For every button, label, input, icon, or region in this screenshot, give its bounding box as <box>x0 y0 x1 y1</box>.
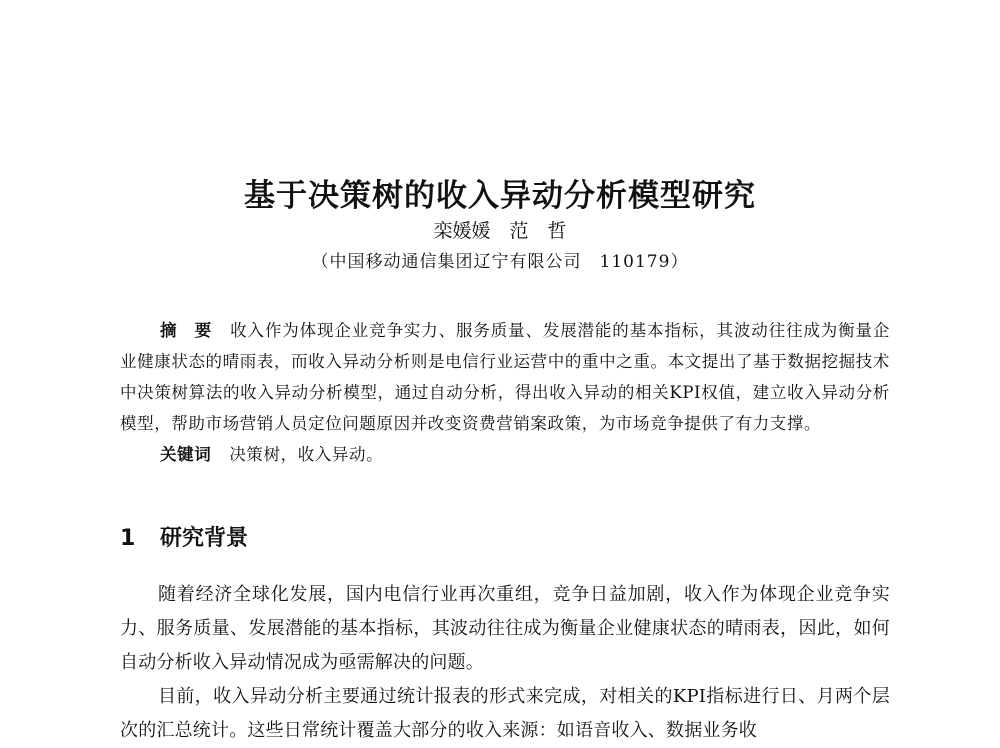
section-number: 1 <box>120 526 136 551</box>
abstract-block <box>120 315 890 470</box>
section-heading <box>120 521 248 552</box>
keywords-label: 关键词 <box>160 445 212 464</box>
paper-title: 基于决策树的收入异动分析模型研究 <box>244 178 756 214</box>
section-title: 研究背景 <box>160 526 249 551</box>
body-paragraph: 随着经济全球化发展，国内电信行业再次重组，竞争日益加剧，收入作为体现企业竞争实力、服务质量、发展潜能的基本指标，其波动往往成为衡量企业健康状态的晴雨表，因此，如何自动分析收入异动情况成为亟需解决的问题。 <box>120 584 890 673</box>
abstract-text: 收入作为体现企业竞争实力、服务质量、发展潜能的基本指标，其波动往往成为衡量企业健康状态的晴雨表，而收入异动分析则是电信行业运营中的重中之重。本文提出了基于数据挖掘技术中决策树算法的收入异动分析模型，通过自动分析，得出收入异动的相关KPI权值，建立收入异动分析模型，帮助市场营销人员定位问题原因并改变资费营销案政策，为市场竞争提供了有力支撑。 <box>120 321 890 433</box>
paper-affiliation: （中国移动通信集团辽宁有限公司 110179） <box>311 252 689 272</box>
paper-authors: 栾媛媛 范 哲 <box>433 220 567 242</box>
keywords-paragraph <box>120 439 890 470</box>
abstract-label: 摘 要 <box>160 321 213 340</box>
body-paragraph: 目前，收入异动分析主要通过统计报表的形式来完成，对相关的KPI指标进行日、月两个层次的汇总统计。这些日常统计覆盖大部分的收入来源：如语音收入、数据业务收 <box>120 686 890 741</box>
abstract-paragraph <box>120 315 890 439</box>
keywords-text: 决策树，收入异动。 <box>229 445 384 464</box>
